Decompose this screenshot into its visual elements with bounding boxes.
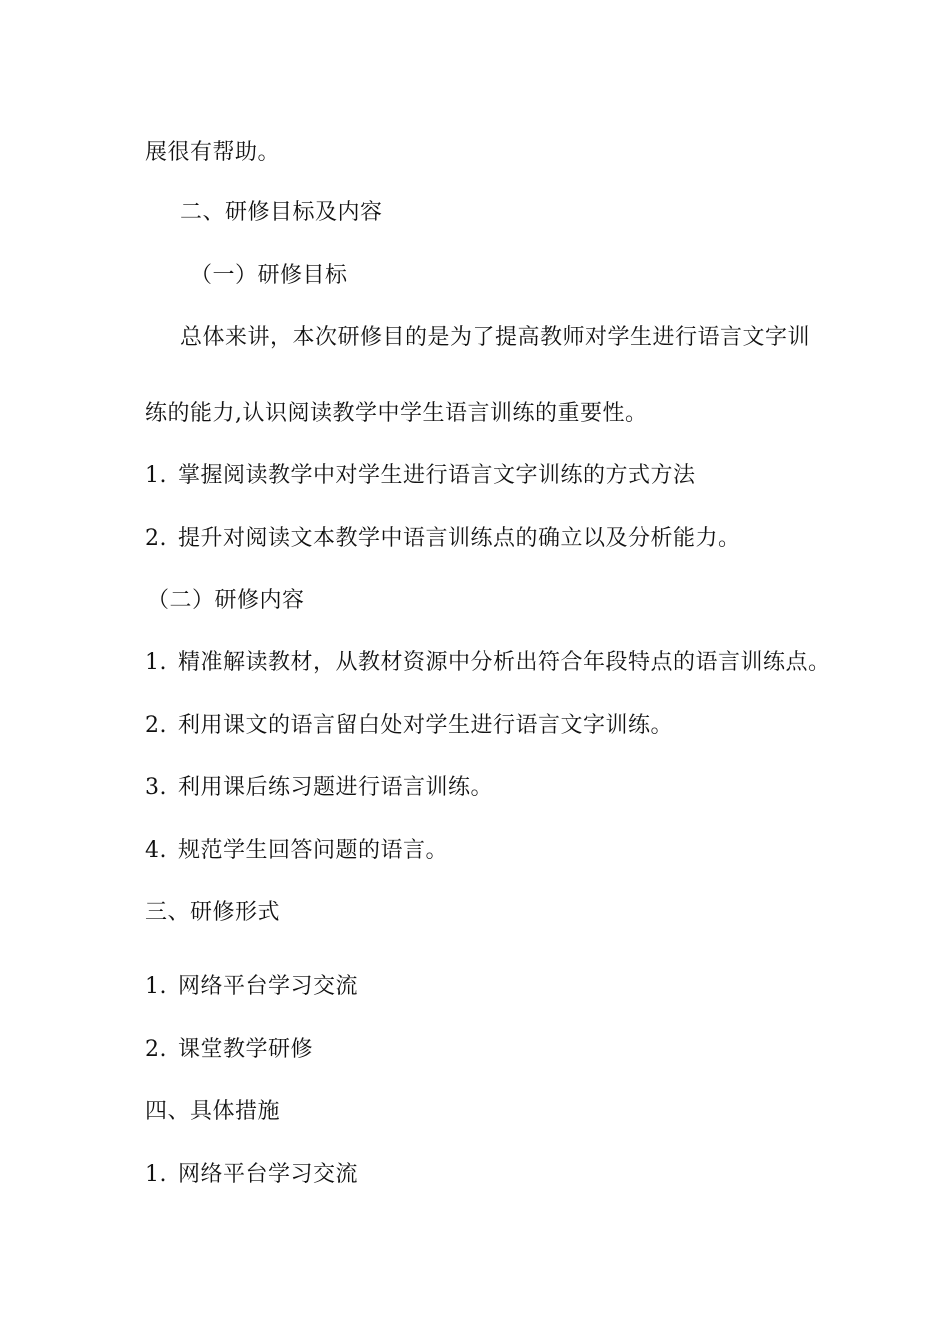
section-heading-4	[145, 1097, 280, 1127]
list-item	[145, 461, 696, 491]
heading-text: 三、研修形式	[145, 900, 281, 925]
list-number: 3.	[145, 775, 167, 800]
paragraph-goals-line2	[145, 399, 648, 429]
list-item	[145, 648, 831, 678]
section-heading-2	[180, 198, 383, 228]
subsection-heading-content	[147, 586, 305, 616]
list-number: 1.	[145, 463, 167, 488]
list-item	[145, 773, 493, 803]
list-item	[145, 1035, 313, 1065]
heading-text: 四、具体措施	[145, 1099, 281, 1124]
line-text: 总体来讲，本次研修目的是为了提高教师对学生进行语言文字训	[180, 325, 811, 350]
list-item	[145, 836, 448, 866]
list-number: 1.	[145, 1162, 167, 1187]
list-text: 利用课文的语言留白处对学生进行语言文字训练。	[178, 713, 674, 738]
subsection-heading-goals	[190, 261, 348, 291]
list-item	[145, 524, 741, 554]
list-text: 精准解读教材，从教材资源中分析出符合年段特点的语言训练点。	[178, 650, 831, 675]
list-item	[145, 972, 358, 1002]
list-number: 1.	[145, 974, 167, 999]
list-number: 1.	[145, 650, 167, 675]
list-number: 2.	[145, 1037, 167, 1062]
line-text: 练的能力,认识阅读教学中学生语言训练的重要性。	[145, 401, 648, 426]
list-text: 网络平台学习交流	[178, 974, 359, 999]
list-number: 4.	[145, 838, 167, 863]
list-text: 利用课后练习题进行语言训练。	[178, 775, 494, 800]
list-number: 2.	[145, 713, 167, 738]
list-text: 课堂教学研修	[178, 1037, 314, 1062]
paragraph-goals-line1	[180, 323, 810, 353]
paragraph-continuation	[145, 138, 280, 168]
heading-text: 二、研修目标及内容	[180, 200, 383, 225]
list-number: 2.	[145, 526, 167, 551]
heading-text: （二）研修内容	[147, 588, 305, 613]
section-heading-3	[145, 898, 280, 928]
list-item	[145, 711, 673, 741]
list-text: 网络平台学习交流	[178, 1162, 359, 1187]
list-text: 提升对阅读文本教学中语言训练点的确立以及分析能力。	[178, 526, 741, 551]
list-text: 规范学生回答问题的语言。	[178, 838, 449, 863]
heading-text: （一）研修目标	[190, 263, 348, 288]
list-text: 掌握阅读教学中对学生进行语言文字训练的方式方法	[178, 463, 696, 488]
line-text: 展很有帮助。	[145, 140, 281, 165]
list-item	[145, 1160, 358, 1190]
